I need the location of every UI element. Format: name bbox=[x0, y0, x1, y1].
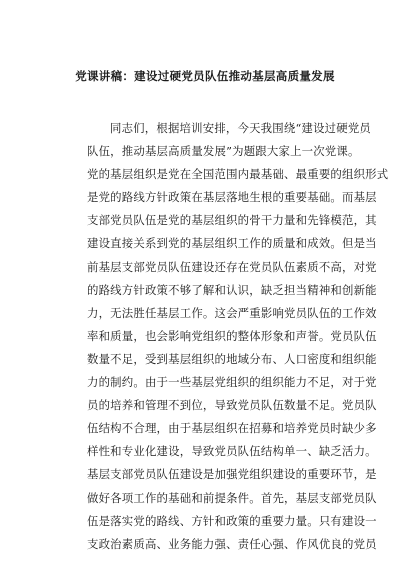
body-line: 做好各项工作的基础和前提条件。首先，基层支部党员队 bbox=[87, 490, 377, 505]
body-line: 队伍，推动基层高质量发展”为题跟大家上一次党课。 bbox=[87, 144, 360, 159]
body-line: 支政治素质高、业务能力强、责任心强、作风优良的党员 bbox=[87, 536, 377, 551]
body-line: 是党的路线方针政策在基层落地生根的重要基础。而基层 bbox=[87, 190, 377, 205]
body-line: 建设直接关系到党的基层组织工作的质量和成效。但是当 bbox=[87, 236, 377, 251]
body-line: 党的基层组织是党在全国范围内最基础、最重要的组织形式 bbox=[87, 167, 389, 182]
body-line: 力的制约。由于一些基层党组织的组织能力不足，对于党 bbox=[87, 375, 377, 390]
body-line: 样性和专业化建设，导致党员队伍结构单一、缺乏活力。 bbox=[87, 444, 377, 459]
document-title: 党课讲稿：建设过硬党员队伍推动基层高质量发展 bbox=[75, 69, 335, 83]
body-line: 伍结构不合理，由于基层组织在招募和培养党员时缺少多 bbox=[87, 421, 377, 436]
body-line: 数量不足，受到基层组织的地域分布、人口密度和组织能 bbox=[87, 351, 377, 366]
body-line: 基层支部党员队伍建设是加强党组织建设的重要环节，是 bbox=[87, 467, 377, 482]
body-line: 前基层支部党员队伍建设还存在党员队伍素质不高，对党 bbox=[87, 259, 377, 274]
body-line: 同志们，根据培训安排，今天我围绕“建设过硬党员 bbox=[110, 121, 372, 135]
body-line: 率和质量，也会影响党组织的整体形象和声誉。党员队伍 bbox=[87, 328, 377, 343]
document-body bbox=[87, 117, 389, 556]
body-line: 的路线方针政策不够了解和认识，缺乏担当精神和创新能 bbox=[87, 282, 377, 297]
body-line: 力，无法胜任基层工作。这会严重影响党员队伍的工作效 bbox=[87, 305, 377, 320]
body-line: 员的培养和管理不到位，导致党员队伍数量不足。党员队 bbox=[87, 398, 377, 413]
body-line: 支部党员队伍是党的基层组织的骨干力量和先锋模范，其 bbox=[87, 213, 377, 228]
body-line: 伍是落实党的路线、方针和政策的重要力量。只有建设一 bbox=[87, 513, 377, 528]
